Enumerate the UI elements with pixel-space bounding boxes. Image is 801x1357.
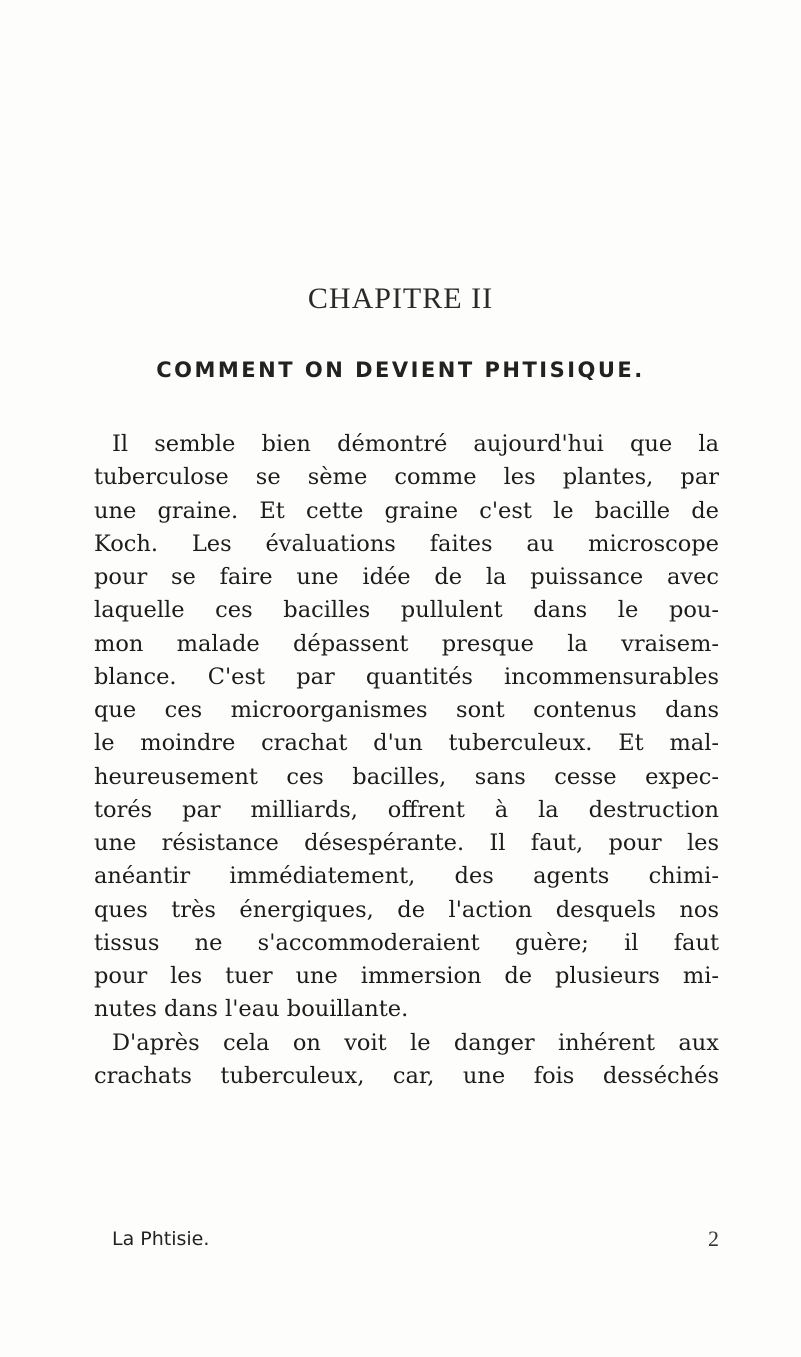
text-line: pour se faire une idée de la puissance avec xyxy=(94,564,719,590)
page-footer xyxy=(94,1228,719,1254)
text-line: blance. C'est par quantités incommensurables xyxy=(94,663,719,690)
chapter-title: CHAPITRE II xyxy=(307,282,494,315)
text-line: crachats tuberculeux, car, une fois desséchés xyxy=(94,1062,719,1089)
text-line: anéantir immédiatement, des agents chimi- xyxy=(94,863,719,890)
chapter-subtitle: COMMENT ON DEVIENT PHTISIQUE. xyxy=(156,358,645,382)
text-line: tuberculose se sème comme les plantes, par xyxy=(94,464,719,491)
text-line: torés par milliards, offrent à la destruction xyxy=(94,796,719,823)
text-line: D'après cela on voit le danger inhérent aux xyxy=(112,1029,719,1056)
text-line: ques très énergiques, de l'action desquels nos xyxy=(94,896,719,923)
text-line: que ces microorganismes sont contenus dans xyxy=(94,697,719,723)
text-line: heureusement ces bacilles, sans cesse expec- xyxy=(94,763,719,790)
signature-number: 2 xyxy=(708,1226,719,1251)
text-line: le moindre crachat d'un tuberculeux. Et mal- xyxy=(94,730,719,757)
text-line: Il semble bien démontré aujourd'hui que la xyxy=(112,431,719,457)
text-line: une résistance désespérante. Il faut, pour les xyxy=(94,830,719,856)
text-line: une graine. Et cette graine c'est le bacille de xyxy=(94,497,719,524)
text-line: pour les tuer une immersion de plusieurs mi- xyxy=(94,963,719,989)
text-line: mon malade dépassent presque la vraisem- xyxy=(94,630,719,657)
body-paragraphs xyxy=(94,428,719,1093)
text-line: Koch. Les évaluations faites au microscope xyxy=(94,530,719,557)
text-line: nutes dans l'eau bouillante. xyxy=(94,996,409,1023)
text-line: tissus ne s'accommoderaient guère; il faut xyxy=(94,929,719,956)
signature-mark: La Phtisie. xyxy=(112,1228,210,1250)
text-line: laquelle ces bacilles pullulent dans le pou- xyxy=(94,597,719,624)
